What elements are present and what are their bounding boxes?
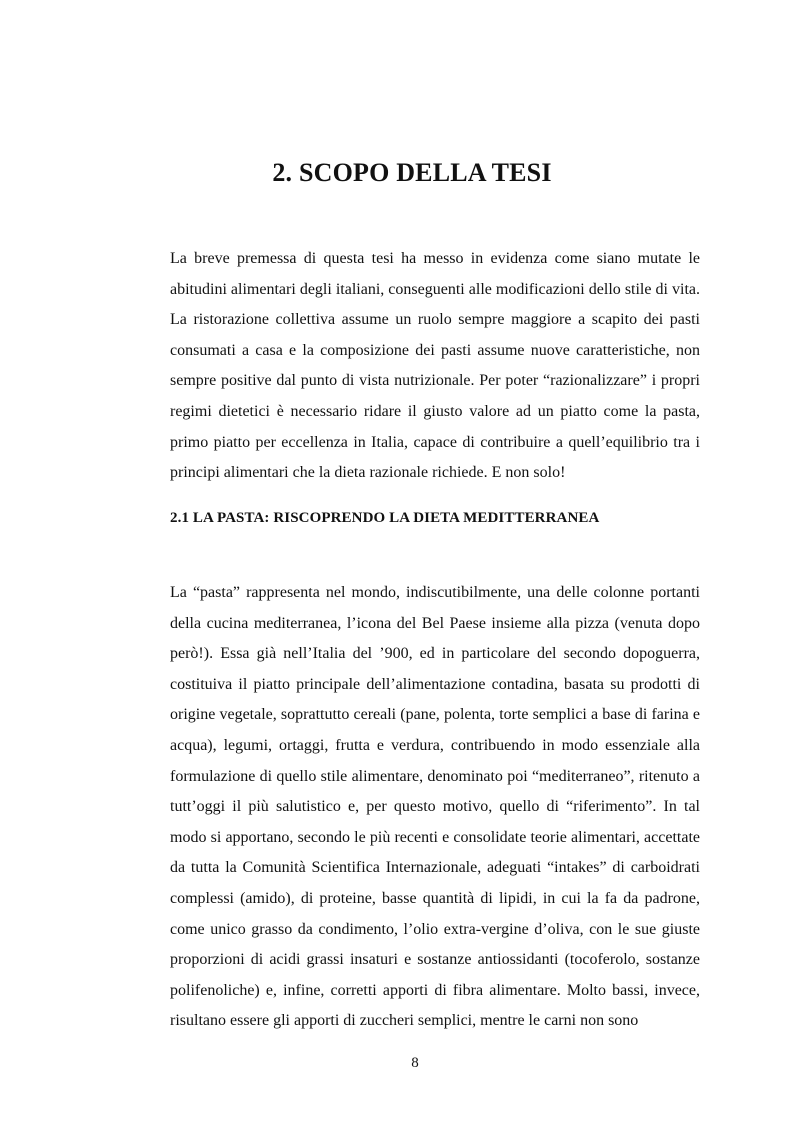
section-heading: 2.1 LA PASTA: RISCOPRENDO LA DIETA MEDITTERRANEA: [170, 510, 600, 526]
intro-paragraph: La breve premessa di questa tesi ha messo in evidenza come siano mutate le abitudini alimentari degli italiani, conseguenti alle modificazioni dello stile di vita. La ristorazione collettiva assume un ruolo sempre maggiore a scapito dei pasti consumati a casa e la composizione dei pasti assume nuove caratteristiche, non sempre positive dal punto di vista nutrizionale. Per poter “razionalizzare” i propri regimi dietetici è necessario ridare il giusto valore ad un piatto come la pasta, primo piatto per eccellenza in Italia, capace di contribuire a quell’equilibrio tra i principi alimentari che la dieta razionale richiede. E non solo!: [170, 250, 700, 482]
section-paragraph: La “pasta” rappresenta nel mondo, indiscutibilmente, una delle colonne portanti della cucina mediterranea, l’icona del Bel Paese insieme alla pizza (venuta dopo però!). Essa già nell’Italia del ’900, ed in particolare del secondo dopoguerra, costituiva il piatto principale dell’alimentazione contadina, basata su prodotti di origine vegetale, soprattutto cereali (pane, polenta, torte semplici a base di farina e acqua), legumi, ortaggi, frutta e verdura, contribuendo in modo essenziale alla formulazione di quello stile alimentare, denominato poi “mediterraneo”, ritenuto a tutt’oggi il più salutistico e, per questo motivo, quello di “riferimento”. In tal modo si apportano, secondo le più recenti e consolidate teorie alimentari, accettate da tutta la Comunità Scientifica Internazionale, adeguati “intakes” di carboidrati complessi (amido), di proteine, basse quantità di lipidi, in cui la fa da padrone, come unico grasso da condimento, l’olio extra-vergine d’oliva, con le sue giuste proporzioni di acidi grassi insaturi e sostanze antiossidanti (tocoferolo, sostanze polifenoliche) e, infine, corretti apporti di fibra alimentare. Molto bassi, invece, risultano essere gli apporti di zuccheri semplici, mentre le carni non sono: [170, 584, 700, 1030]
page-number: 8: [411, 1055, 419, 1071]
chapter-title: 2. SCOPO DELLA TESI: [272, 158, 552, 187]
